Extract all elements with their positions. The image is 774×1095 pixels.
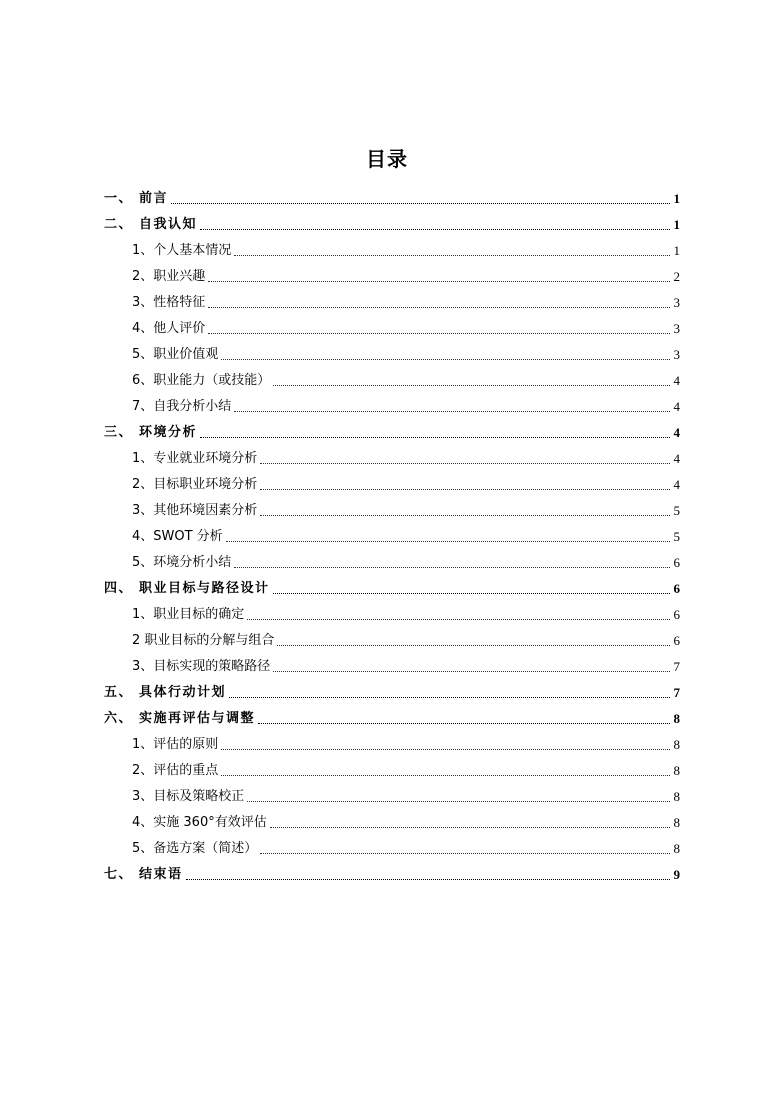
toc-page-number: 3	[673, 321, 680, 336]
toc-entry-label: 2 职业目标的分解与组合	[132, 633, 275, 648]
toc-dot-leader	[221, 358, 670, 360]
toc-entry-label: 6、职业能力（或技能）	[132, 373, 271, 388]
toc-entry-label: 4、实施 360°有效评估	[132, 815, 267, 830]
toc-dot-leader	[229, 696, 670, 698]
toc-page-number: 1	[673, 191, 680, 206]
toc-dot-leader	[260, 488, 670, 490]
toc-page-number: 8	[673, 815, 680, 830]
toc-subsection-entry[interactable]	[104, 598, 680, 624]
toc-page-number: 4	[673, 399, 680, 414]
toc-dot-leader	[260, 462, 670, 464]
toc-subsection-entry[interactable]	[104, 546, 680, 572]
toc-entry-label: 1、职业目标的确定	[132, 607, 245, 622]
toc-entry-label: 2、职业兴趣	[132, 269, 206, 284]
toc-dot-leader	[260, 852, 670, 854]
toc-dot-leader	[247, 800, 670, 802]
toc-entry-label: 五、 具体行动计划	[104, 685, 227, 700]
toc-page-number: 2	[673, 269, 680, 284]
toc-page-number: 1	[673, 243, 680, 258]
toc-entry-label: 3、目标实现的策略路径	[132, 659, 271, 674]
toc-entry-label: 7、自我分析小结	[132, 399, 232, 414]
toc-subsection-entry[interactable]	[104, 624, 680, 650]
toc-dot-leader	[221, 774, 670, 776]
toc-page-number: 4	[673, 373, 680, 388]
toc-subsection-entry[interactable]	[104, 806, 680, 832]
toc-entry-label: 2、评估的重点	[132, 763, 219, 778]
toc-section-entry[interactable]	[104, 702, 680, 728]
toc-page-number: 7	[673, 659, 680, 674]
toc-dot-leader	[171, 202, 670, 204]
toc-page-number: 8	[673, 711, 680, 726]
toc-dot-leader	[270, 826, 670, 828]
toc-dot-leader	[208, 280, 670, 282]
toc-section-entry[interactable]	[104, 858, 680, 884]
toc-page-number: 5	[673, 529, 680, 544]
toc-subsection-entry[interactable]	[104, 364, 680, 390]
toc-dot-leader	[273, 670, 670, 672]
toc-entry-label: 1、个人基本情况	[132, 243, 232, 258]
toc-section-entry[interactable]	[104, 676, 680, 702]
toc-page-number: 8	[673, 737, 680, 752]
toc-dot-leader	[247, 618, 670, 620]
toc-entry-label: 3、性格特征	[132, 295, 206, 310]
toc-subsection-entry[interactable]	[104, 312, 680, 338]
table-of-contents	[104, 182, 680, 884]
toc-dot-leader	[260, 514, 670, 516]
toc-page-number: 4	[673, 425, 680, 440]
toc-entry-label: 六、 实施再评估与调整	[104, 711, 256, 726]
toc-page-number: 9	[673, 867, 680, 882]
toc-entry-label: 4、他人评价	[132, 321, 206, 336]
toc-page-number: 8	[673, 789, 680, 804]
toc-entry-label: 3、目标及策略校正	[132, 789, 245, 804]
toc-dot-leader	[221, 748, 670, 750]
toc-page-number: 6	[673, 633, 680, 648]
toc-subsection-entry[interactable]	[104, 650, 680, 676]
toc-entry-label: 3、其他环境因素分析	[132, 503, 258, 518]
toc-entry-label: 三、 环境分析	[104, 425, 198, 440]
toc-page-number: 1	[673, 217, 680, 232]
toc-page-number: 3	[673, 295, 680, 310]
toc-title: 目录	[366, 147, 408, 171]
toc-entry-label: 1、专业就业环境分析	[132, 451, 258, 466]
toc-entry-label: 1、评估的原则	[132, 737, 219, 752]
toc-section-entry[interactable]	[104, 416, 680, 442]
toc-dot-leader	[273, 384, 670, 386]
toc-page-number: 4	[673, 451, 680, 466]
toc-subsection-entry[interactable]	[104, 494, 680, 520]
toc-entry-label: 2、目标职业环境分析	[132, 477, 258, 492]
toc-page-number: 5	[673, 503, 680, 518]
toc-subsection-entry[interactable]	[104, 390, 680, 416]
toc-dot-leader	[277, 644, 670, 646]
toc-entry-label: 5、备选方案（简述）	[132, 841, 258, 856]
toc-subsection-entry[interactable]	[104, 260, 680, 286]
toc-page-number: 4	[673, 477, 680, 492]
toc-dot-leader	[234, 254, 670, 256]
toc-dot-leader	[258, 722, 670, 724]
toc-page-number: 7	[673, 685, 680, 700]
toc-dot-leader	[208, 306, 670, 308]
toc-section-entry[interactable]	[104, 208, 680, 234]
toc-subsection-entry[interactable]	[104, 754, 680, 780]
toc-dot-leader	[208, 332, 670, 334]
toc-subsection-entry[interactable]	[104, 286, 680, 312]
toc-dot-leader	[226, 540, 670, 542]
toc-entry-label: 一、 前言	[104, 191, 169, 206]
toc-dot-leader	[200, 436, 670, 438]
toc-subsection-entry[interactable]	[104, 468, 680, 494]
toc-subsection-entry[interactable]	[104, 234, 680, 260]
toc-subsection-entry[interactable]	[104, 780, 680, 806]
toc-subsection-entry[interactable]	[104, 442, 680, 468]
toc-dot-leader	[273, 592, 670, 594]
toc-page-number: 8	[673, 841, 680, 856]
toc-page-number: 6	[673, 607, 680, 622]
toc-dot-leader	[234, 410, 670, 412]
toc-entry-label: 二、 自我认知	[104, 217, 198, 232]
toc-entry-label: 七、 结束语	[104, 867, 183, 882]
toc-page-number: 6	[673, 581, 680, 596]
toc-page-number: 3	[673, 347, 680, 362]
toc-subsection-entry[interactable]	[104, 520, 680, 546]
toc-page-number: 8	[673, 763, 680, 778]
toc-entry-label: 5、职业价值观	[132, 347, 219, 362]
toc-dot-leader	[186, 878, 670, 880]
toc-entry-label: 四、 职业目标与路径设计	[104, 581, 270, 596]
toc-subsection-entry[interactable]	[104, 338, 680, 364]
toc-entry-label: 5、环境分析小结	[132, 555, 232, 570]
toc-subsection-entry[interactable]	[104, 728, 680, 754]
toc-page-number: 6	[673, 555, 680, 570]
toc-section-entry[interactable]	[104, 182, 680, 208]
toc-entry-label: 4、SWOT 分析	[132, 529, 223, 544]
toc-subsection-entry[interactable]	[104, 832, 680, 858]
toc-dot-leader	[234, 566, 670, 568]
toc-dot-leader	[200, 228, 670, 230]
toc-section-entry[interactable]	[104, 572, 680, 598]
